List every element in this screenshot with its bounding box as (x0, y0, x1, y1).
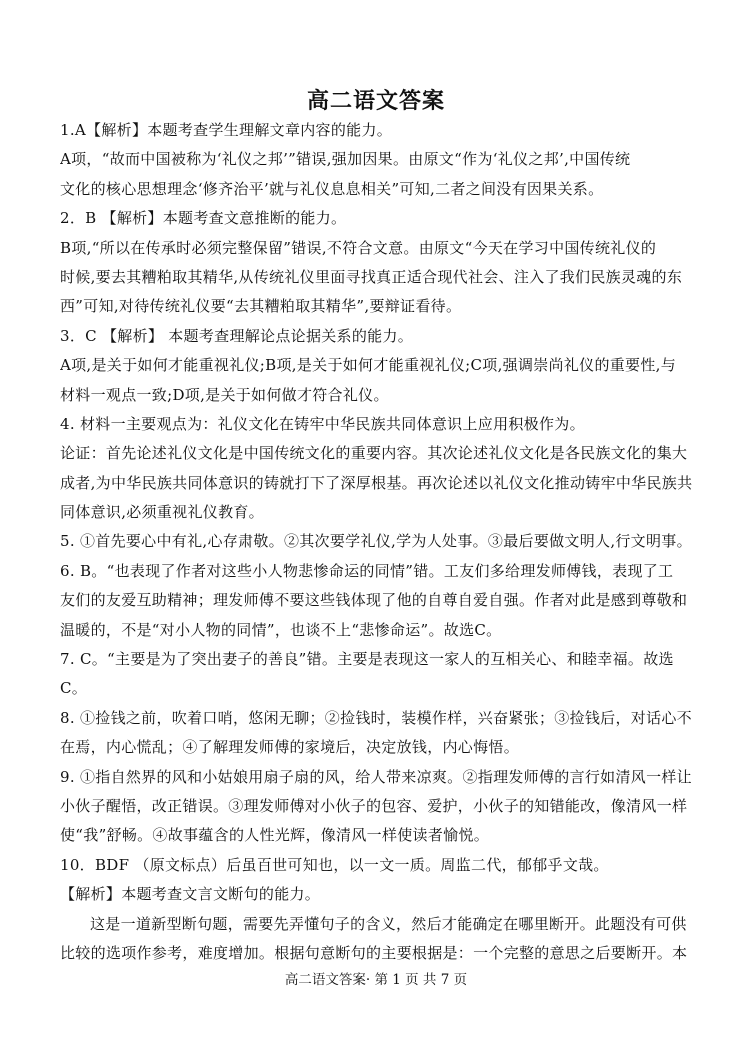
text-line: 友们的友爱互助精神；理发师傅不要这些钱体现了他的自尊自爱自强。作者对此是感到尊敬和 (60, 591, 688, 610)
text-line: 文化的核心思想理念‘修齐治平’就与礼仪息息相关”可知,二者之间没有因果关系。 (60, 179, 604, 198)
answer-content (60, 116, 696, 968)
text-line: 论证：首先论述礼仪文化是中国传统文化的重要内容。其次论述礼仪文化是各民族文化的集大 (60, 444, 688, 463)
text-line: A项,是关于如何才能重视礼仪;B项,是关于如何才能重视礼仪;C项,强调崇尚礼仪的重要性,与 (60, 356, 677, 375)
text-line: 使“我”舒畅。④故事蕴含的人性光辉，像清风一样使读者愉悦。 (60, 826, 490, 845)
page-title: 高二语文答案 (306, 89, 445, 114)
page-footer: 高二语文答案· 第 1 页 共 7 页 (284, 972, 468, 988)
text-line: 时候,要去其糟粕取其精华,从传统礼仪里面寻找真正适合现代社会、注入了我们民族灵魂的东 (60, 267, 683, 286)
text-line: 这是一道新型断句题，需要先弄懂句子的含义，然后才能确定在哪里断开。此题没有可供 (90, 914, 687, 933)
text-line: A项，“故而中国被称为‘礼仪之邦’”错误,强加因果。由原文“作为‘礼仪之邦’,中国传统 (60, 150, 631, 169)
text-line: 6. B。“也表现了作者对这些小人物悲惨命运的同情”错。工友们多给理发师傅钱，表现了工 (60, 561, 674, 580)
text-line: 4. 材料一主要观点为：礼仪文化在铸牢中华民族共同体意识上应用积极作为。 (60, 414, 585, 433)
text-line: 2．B 【解析】本题考查文意推断的能力。 (60, 209, 347, 228)
text-line: 8. ①捡钱之前，吹着口哨，悠闲无聊；②捡钱时，装模作样，兴奋紧张；③捡钱后，对话心不 (60, 708, 692, 727)
text-line: 小伙子醒悟，改正错误。③理发师傅对小伙子的包容、爱护，小伙子的知错能改，像清风一样 (60, 796, 688, 815)
text-line: 9. ①指自然界的风和小姑娘用扇子扇的风，给人带来凉爽。②指理发师傅的言行如清风一样让 (60, 767, 692, 786)
text-line: 10．BDF （原文标点）后虽百世可知也，以一文一质。周监二代，郁郁乎文哉。 (60, 855, 609, 874)
text-line: 1.A【解析】本题考查学生理解文章内容的能力。 (60, 121, 393, 139)
text-line: 5. ①首先要心中有礼,心存肃敬。②其次要学礼仪,学为人处事。③最后要做文明人,行文明事。 (60, 532, 692, 551)
text-line: 在焉，内心慌乱；④了解理发师傅的家境后，决定放钱，内心悔悟。 (60, 738, 520, 757)
text-line: 【解析】本题考查文言文断句的能力。 (60, 885, 321, 904)
text-line: 材料一观点一致;D项,是关于如何做才符合礼仪。 (60, 385, 389, 404)
text-line: B项,“所以在传承时必须完整保留”错误,不符合文意。由原文“今天在学习中国传统礼仪的 (60, 238, 657, 257)
text-line: 比较的选项作参考，难度增加。根据句意断句的主要根据是：一个完整的意思之后要断开。本 (60, 943, 688, 962)
text-line: 西”可知,对待传统礼仪要“去其糟粕取其精华”,要辩证看待。 (60, 297, 462, 316)
text-line: 成者,为中华民族共同体意识的铸就打下了深厚根基。再次论述以礼仪文化推动铸牢中华民族共 (60, 473, 693, 492)
text-line: C。 (60, 679, 88, 698)
text-line: 同体意识,必须重视礼仪教育。 (60, 503, 264, 522)
text-line: 3．C 【解析】 本题考查理解论点论据关系的能力。 (60, 326, 414, 345)
text-line: 7. C。“主要是为了突出妻子的善良”错。主要是表现这一家人的互相关心、和睦幸福。故选 (60, 650, 674, 669)
text-line: 温暖的，不是“对小人物的同情”，也谈不上“悲惨命运”。故选C。 (60, 620, 502, 639)
